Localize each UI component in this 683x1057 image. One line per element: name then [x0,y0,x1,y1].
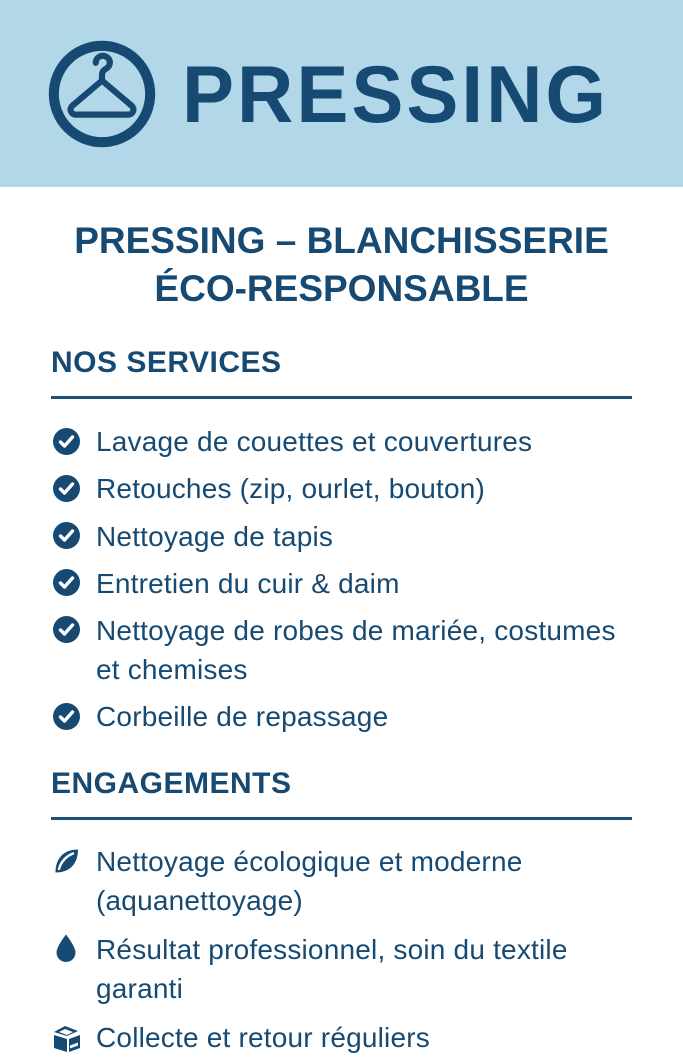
main-content [0,217,683,1057]
list-item [51,517,632,556]
list-item [51,930,632,1008]
list-item-label: Résultat professionnel, soin du textile garanti [96,930,632,1008]
list-item [51,564,632,603]
list-item-label: Nettoyage de tapis [96,517,632,556]
list-item [51,1018,632,1057]
list-item [51,842,632,920]
services-heading: NOS SERVICES [51,346,632,399]
check-circle-icon [51,473,81,503]
list-item [51,697,632,736]
list-item [51,611,632,689]
list-item-label: Corbeille de repassage [96,697,632,736]
leaf-icon [51,846,81,876]
droplet-icon [51,934,81,964]
check-circle-icon [51,701,81,731]
check-circle-icon [51,521,81,551]
check-circle-icon [51,568,81,598]
brand-title: PRESSING [182,53,609,134]
list-item-label: Nettoyage écologique et moderne (aquanettoyage) [96,842,632,920]
engagements-heading: ENGAGEMENTS [51,767,632,820]
list-item-label: Nettoyage de robes de mariée, costumes et chemises [96,611,632,689]
check-circle-icon [51,615,81,645]
list-item-label: Collecte et retour réguliers [96,1018,632,1057]
engagements-list [51,842,632,1057]
page-title [51,217,632,313]
list-item [51,469,632,508]
list-item-label: Entretien du cuir & daim [96,564,632,603]
header-banner [0,0,683,187]
hanger-in-circle-icon [46,38,158,150]
list-item-label: Lavage de couettes et couvertures [96,422,632,461]
services-list [51,422,632,736]
check-circle-icon [51,426,81,456]
list-item-label: Retouches (zip, ourlet, bouton) [96,469,632,508]
package-box-icon [51,1022,81,1052]
list-item [51,422,632,461]
page-title-line2: ÉCO-RESPONSABLE [51,265,632,313]
page-title-line1: PRESSING – BLANCHISSERIE [51,217,632,265]
